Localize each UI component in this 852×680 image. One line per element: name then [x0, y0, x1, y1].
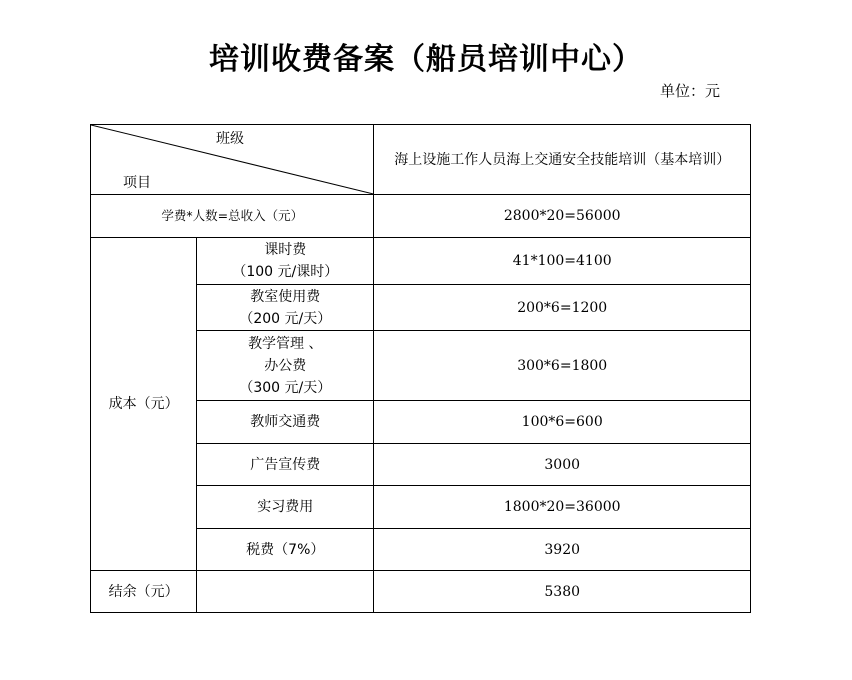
cost-item-value: 41*100=4100	[374, 238, 751, 285]
class-name-cell: 海上设施工作人员海上交通安全技能培训（基本培训）	[374, 125, 751, 195]
cost-item-name-line: （100 元/课时）	[232, 264, 339, 280]
cost-item-name-line: 教学管理 、	[248, 335, 323, 352]
cost-item-value: 300*6=1800	[374, 331, 751, 401]
cost-item-value: 100*6=600	[374, 401, 751, 444]
header-row	[91, 125, 751, 195]
document-title: 培训收费备案（船员培训中心）	[209, 42, 643, 77]
balance-empty-cell	[197, 571, 374, 613]
cost-item-name	[197, 285, 374, 331]
cost-item-name	[197, 331, 374, 401]
balance-value: 5380	[374, 571, 751, 613]
cost-item-name-line: 课时费	[264, 242, 307, 258]
cost-item-name	[197, 529, 374, 571]
cost-item-name	[197, 238, 374, 285]
revenue-label: 学费*人数=总收入（元）	[91, 195, 374, 238]
unit-note: 单位：元	[660, 82, 721, 100]
cost-item-name-line: 教师交通费	[250, 414, 321, 430]
fee-table	[90, 124, 751, 613]
cost-item-name-line: （300 元/天）	[239, 379, 332, 396]
diagonal-header-cell	[91, 125, 374, 195]
cost-item-name	[197, 401, 374, 444]
item-header-label: 项目	[123, 175, 151, 191]
cost-item-name	[197, 444, 374, 486]
revenue-value: 2800*20=56000	[374, 195, 751, 238]
cost-item-name-line: （200 元/天）	[239, 310, 332, 327]
cost-item-name	[197, 486, 374, 529]
cost-row	[91, 238, 751, 285]
cost-item-value: 3920	[374, 529, 751, 571]
cost-label: 成本（元）	[91, 238, 197, 571]
cost-item-value: 3000	[374, 444, 751, 486]
cost-item-name-line: 广告宣传费	[250, 456, 321, 473]
cost-item-value: 200*6=1200	[374, 285, 751, 331]
cost-item-value: 1800*20=36000	[374, 486, 751, 529]
class-header-label: 班级	[216, 131, 244, 147]
cost-item-name-line: 教室使用费	[250, 288, 321, 305]
cost-item-name-line: 实习费用	[257, 499, 314, 515]
cost-item-name-line: 办公费	[264, 357, 307, 374]
cost-item-name-line: 税费（7%）	[246, 541, 325, 558]
revenue-row	[91, 195, 751, 238]
balance-label: 结余（元）	[91, 571, 197, 613]
balance-row	[91, 571, 751, 613]
